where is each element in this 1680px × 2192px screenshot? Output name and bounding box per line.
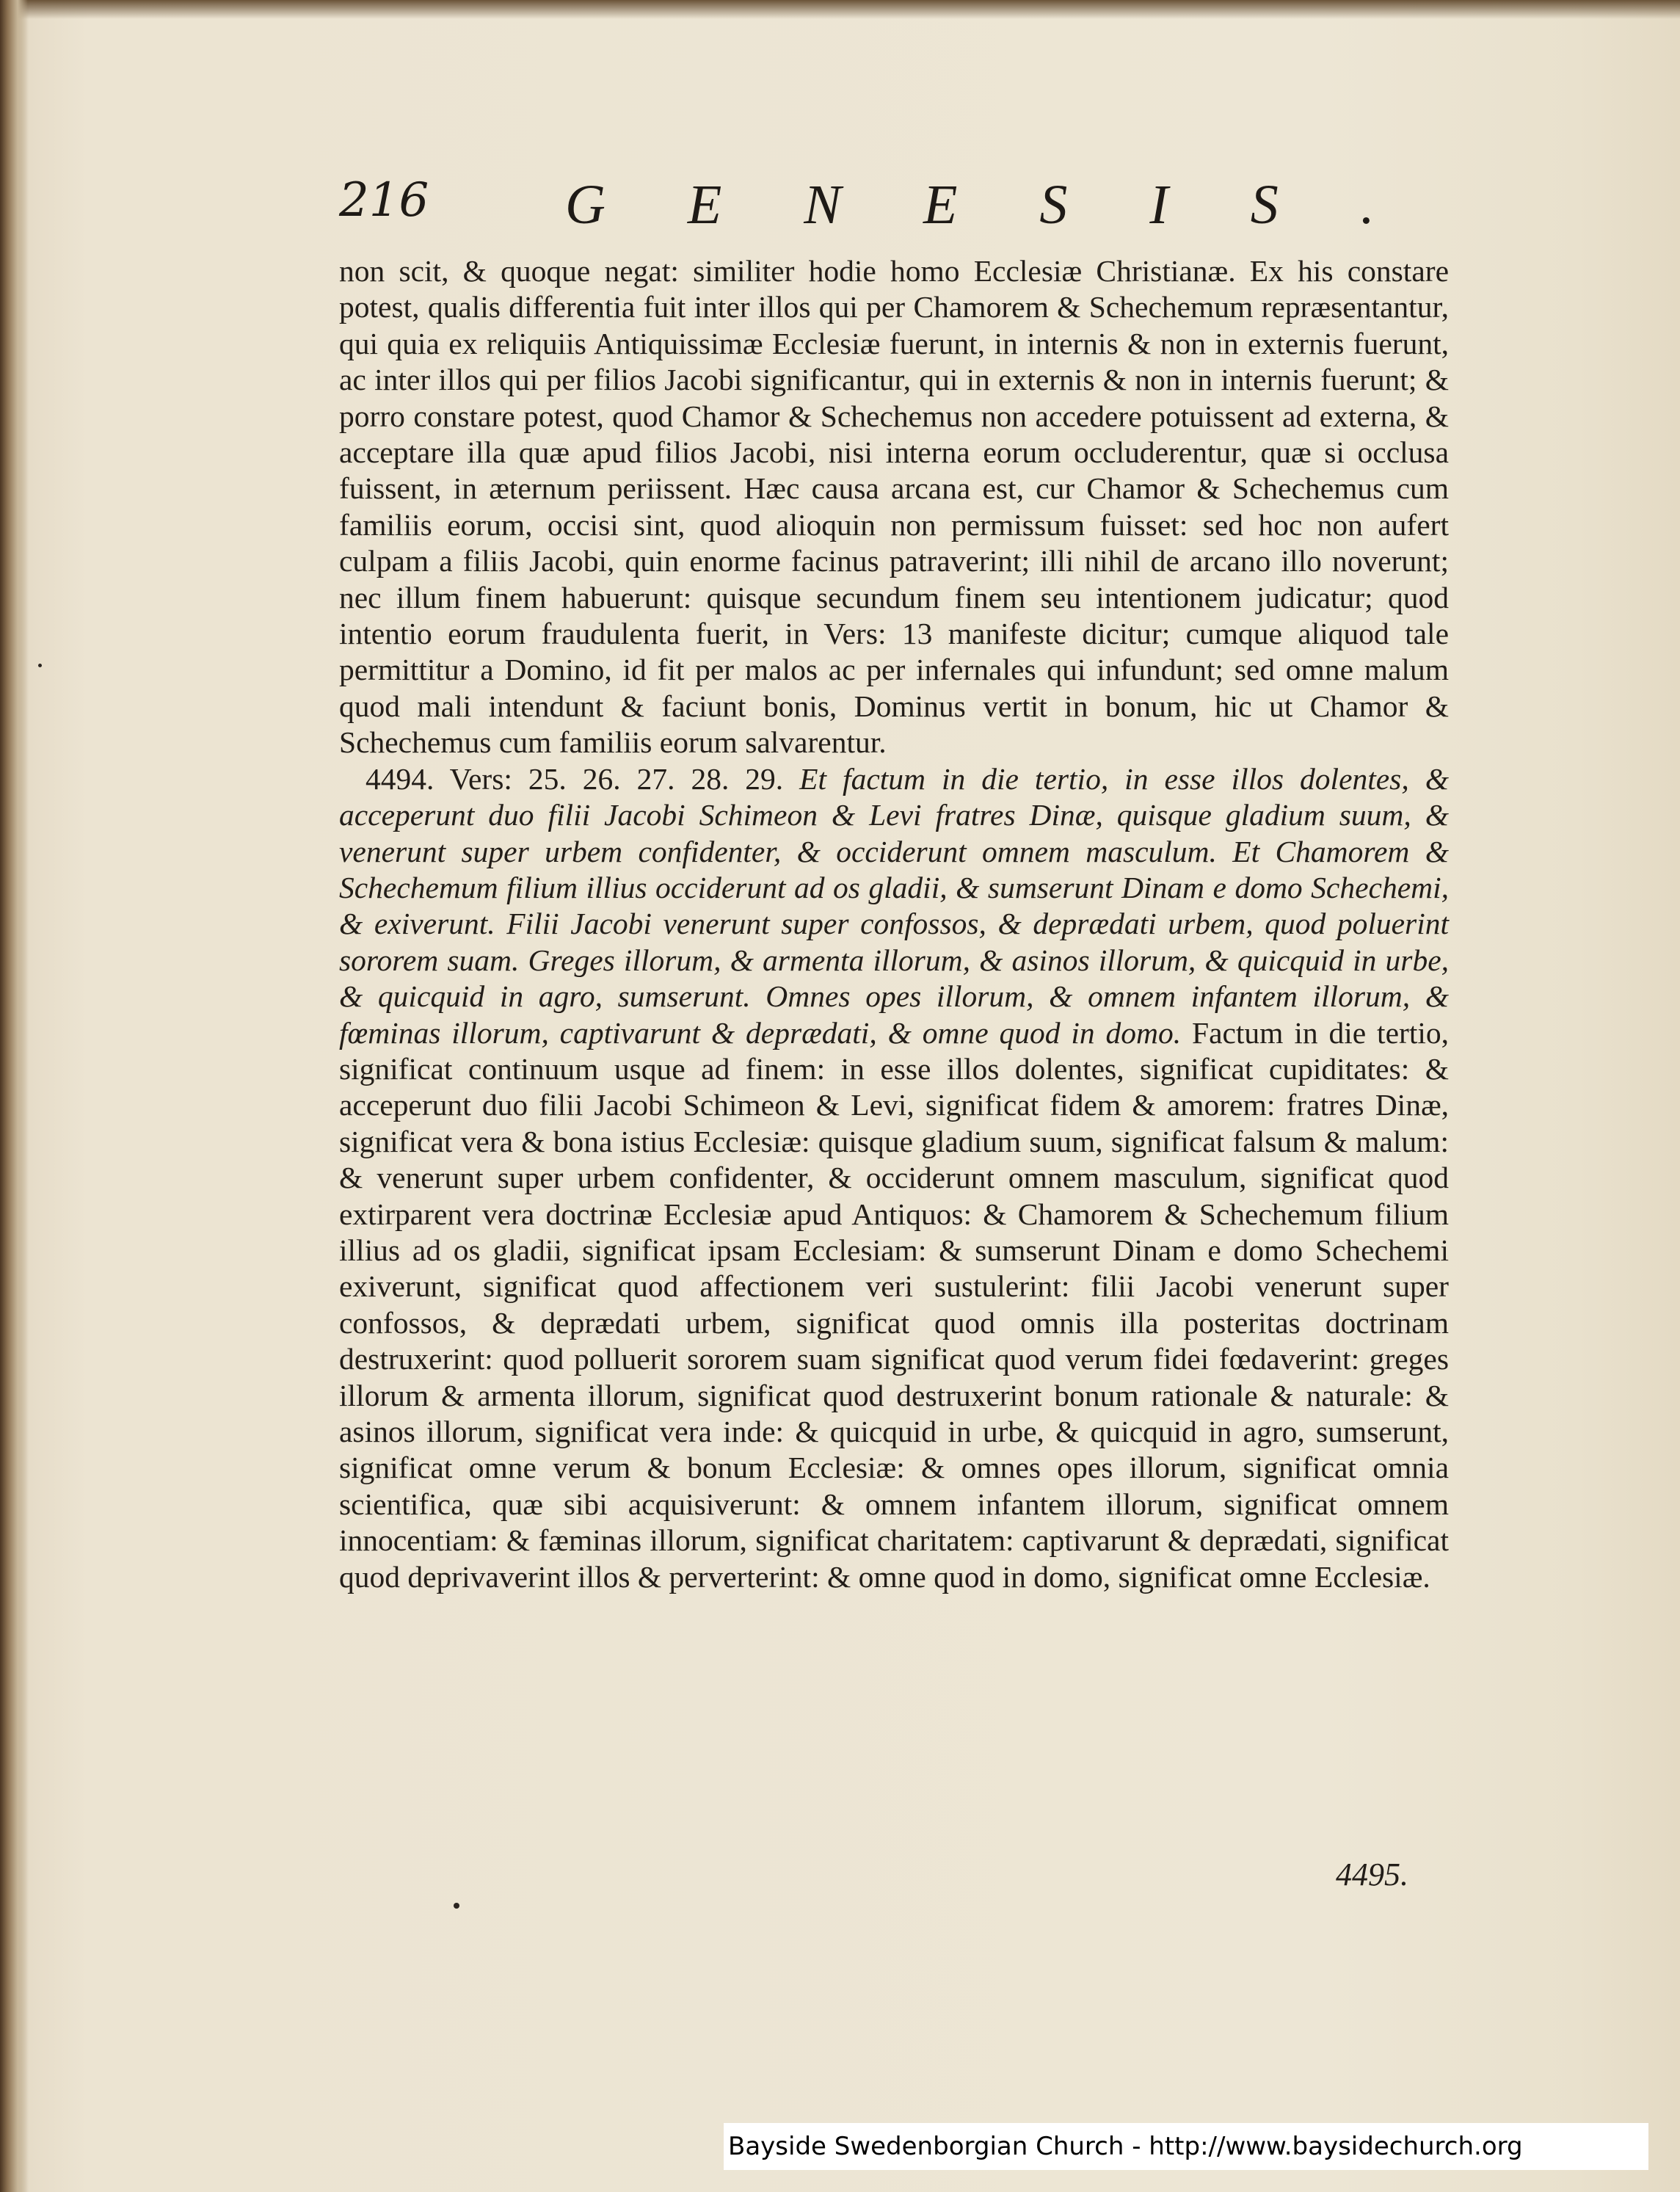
paragraph-continued: non scit, & quoque negat: similiter hodie homo Ecclesiæ Christianæ. Ex his constare potest, qualis differentia fuit inter illos qui per Chamorem & Schechemum repræsentantur, qui quia ex reliquiis Antiquissimæ Ecclesiæ fuerunt, in internis & non in externis fuerunt, ac inter illos qui per filios Jacobi significantur, qui in externis & non in internis fuerunt; & porro constare potest, quod Chamor & Schechemus non accedere potuissent ad externa, & acceptare illa quæ apud filios Jacobi, nisi interna eorum occluderentur, quæ si occlusa fuissent, in æternum periissent. Hæc causa arcana est, cur Chamor & Schechemus cum familiis eorum, occisi sint, quod alioquin non permissum fuisset: sed hoc non aufert culpam a filiis Jacobi, quin enorme facinus patraverint; illi nihil de arcano illo noverunt; nec illum finem habuerunt: quisque secundum finem seu intentionem judicatur; quod intentio eorum fraudulenta fuerit, in Vers: 13 manifeste dicitur; cumque aliquod tale permittitur a Domino, id fit per malos ac per infernales qui infundunt; sed omne malum quod mali intendunt & faciunt bonis, Dominus vertit in bonum, hic ut Chamor & Schechemus cum familiis eorum salvarentur. [339, 254, 1449, 760]
scripture-quotation: Et factum in die tertio, in esse illos dolentes, & acceperunt duo filii Jacobi Schimeon & Levi fratres Dinæ, quisque gladium suum, & venerunt super urbem confidenter, & occiderunt omnem masculum. Et Chamorem & Schechemum filium illius occiderunt ad os gladii, & sumserunt Dinam e domo Schechemi, & exiverunt. Filii Jacobi venerunt super confossos, & deprædati urbem, quod poluerint sororem suam. Greges illorum, & armenta illorum, & asinos illorum, & quicquid in urbe, & quicquid in agro, sumserunt. Omnes opes illorum, & omnem infantem illorum, & fœminas illorum, captivarunt & deprædati, & omne quod in domo. [339, 761, 1449, 1050]
ink-speck [38, 664, 42, 667]
book-binding-edge [0, 0, 28, 2192]
paragraph-number: 4494. [366, 761, 434, 796]
ink-speck [454, 1903, 459, 1909]
explanation-text: Factum in die tertio, significat continuum usque ad finem: in esse illos dolentes, significat cupiditates: & acceperunt duo filii Jacobi Schimeon & Levi, significat fidem & amorem: fratres Dinæ, significat vera & bona istius Ecclesiæ: quisque gladium suum, significat falsum & malum: & venerunt super urbem confidenter, & occiderunt omnem masculum, significat quod extirparent vera doctrinæ Ecclesiæ apud Antiquos: & Chamorem & Schechemum filium illius ad os gladii, significat ipsam Ecclesiam: & sumserunt Dinam e domo Schechemi exiverunt, significat quod affectionem veri sustulerint: filii Jacobi venerunt super confossos, & deprædati urbem, significat quod omnis illa posteritas doctrinam destruxerint: quod polluerit sororem suam significat quod verum fidei fœdaverint: greges illorum & armenta illorum, significat quod destruxerint bonum rationale & naturale: & asinos illorum, significat vera inde: & quicquid in urbe, & quicquid in agro, sumserunt, significat omne verum & bonum Ecclesiæ: & omnes opes illorum, significat omnia scientifica, quæ sibi acquisiverunt: & omnem infantem illorum, significat omnem innocentiam: & fæminas illorum, significat charitatem: captivarunt & deprædati, significat quod deprivaverint illos & perverterint: & omne quod in domo, significat omne Ecclesiæ. [339, 1015, 1450, 1594]
page-header [339, 173, 1455, 239]
running-head: GENESIS. [565, 174, 1457, 236]
page-number: 216 [339, 173, 429, 228]
top-edge-shadow [0, 0, 1680, 19]
verse-reference: Vers: 25. 26. 27. 28. 29. [449, 761, 784, 796]
body-text [339, 253, 1449, 1595]
catchword: 4495. [1336, 1857, 1408, 1892]
paragraph-4494 [339, 761, 1449, 1595]
watermark-banner: Bayside Swedenborgian Church - http://www.baysidechurch.org [724, 2123, 1648, 2170]
